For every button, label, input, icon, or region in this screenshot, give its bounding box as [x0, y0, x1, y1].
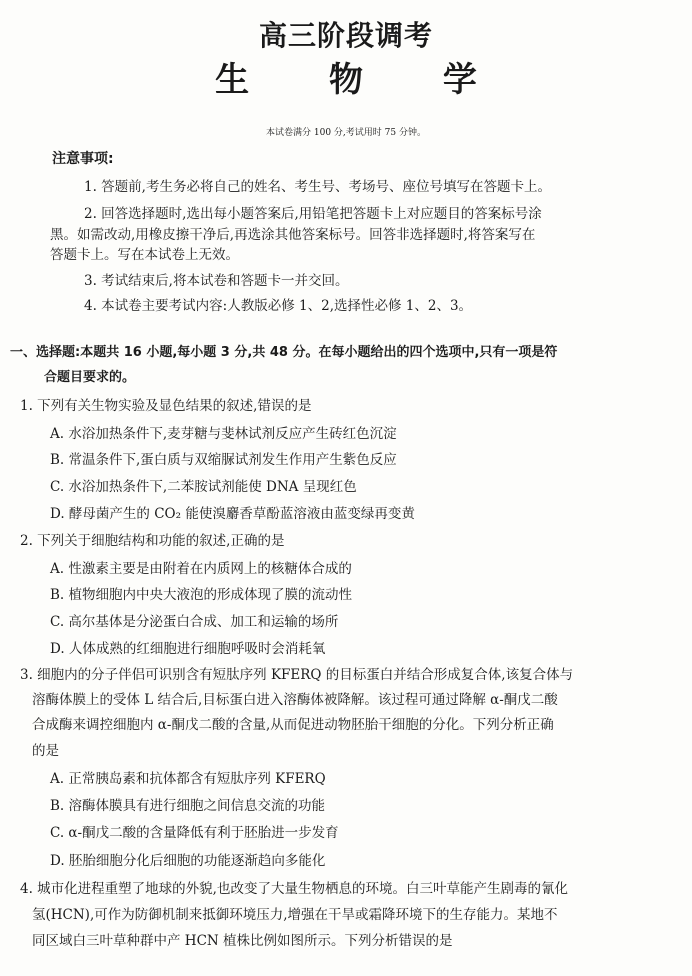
subject-title: 生 物 学 — [215, 60, 511, 100]
notice-line: 4. 本试卷主要考试内容:人教版必修 1、2,选择性必修 1、2、3。 — [84, 298, 473, 314]
question-stem: 溶酶体膜上的受体 L 结合后,目标蛋白进入溶酶体被降解。该过程可通过降解 α-酮戊二酸 — [32, 692, 558, 708]
section-heading: 一、选择题:本题共 16 小题,每小题 3 分,共 48 分。在每小题给出的四个选项中,只有一项是符 — [10, 345, 558, 360]
question-stem: 的是 — [32, 743, 59, 759]
notice-line: 1. 答题前,考生务必将自己的姓名、考生号、考场号、座位号填写在答题卡上。 — [84, 179, 551, 195]
option: C. 高尔基体是分泌蛋白合成、加工和运输的场所 — [50, 614, 339, 630]
notice-line: 黑。如需改动,用橡皮擦干净后,再选涂其他答案标号。回答非选择题时,将答案写在 — [50, 227, 536, 243]
option: D. 人体成熟的红细胞进行细胞呼吸时会消耗氧 — [50, 641, 326, 657]
option: B. 常温条件下,蛋白质与双缩脲试剂发生作用产生紫色反应 — [50, 452, 397, 468]
option: A. 性激素主要是由附着在内质网上的核糖体合成的 — [50, 561, 352, 577]
exam-title: 高三阶段调考 — [258, 19, 433, 52]
question-stem: 4. 城市化进程重塑了地球的外貌,也改变了大量生物栖息的环境。白三叶草能产生剧毒的氰化 — [20, 881, 568, 897]
option: D. 胚胎细胞分化后细胞的功能逐渐趋向多能化 — [50, 853, 326, 869]
notice-line: 答题卡上。写在本试卷上无效。 — [50, 247, 239, 263]
question-stem: 2. 下列关于细胞结构和功能的叙述,正确的是 — [20, 533, 285, 549]
option: B. 溶酶体膜具有进行细胞之间信息交流的功能 — [50, 798, 326, 814]
option: D. 酵母菌产生的 CO₂ 能使溴麝香草酚蓝溶液由蓝变绿再变黄 — [50, 506, 415, 522]
question-stem: 合成酶来调控细胞内 α-酮戊二酸的含量,从而促进动物胚胎干细胞的分化。下列分析正确 — [32, 717, 554, 733]
option: C. α-酮戊二酸的含量降低有利于胚胎进一步发育 — [50, 825, 339, 841]
section-heading: 合题目要求的。 — [44, 370, 136, 385]
exam-info: 本试卷满分 100 分,考试用时 75 分钟。 — [266, 128, 426, 138]
option: B. 植物细胞内中央大液泡的形成体现了膜的流动性 — [50, 587, 353, 603]
option: A. 正常胰岛素和抗体都含有短肽序列 KFERQ — [50, 771, 326, 787]
question-stem: 1. 下列有关生物实验及显色结果的叙述,错误的是 — [20, 398, 312, 414]
notice-line: 2. 回答选择题时,选出每小题答案后,用铅笔把答题卡上对应题目的答案标号涂 — [84, 206, 542, 222]
notice-heading: 注意事项: — [52, 151, 114, 167]
option: C. 水浴加热条件下,二苯胺试剂能使 DNA 呈现红色 — [50, 479, 357, 495]
notice-line: 3. 考试结束后,将本试卷和答题卡一并交回。 — [84, 273, 349, 289]
question-stem: 氢(HCN),可作为防御机制来抵御环境压力,增强在干旱或霜降环境下的生存能力。某地不 — [32, 907, 558, 923]
question-stem: 3. 细胞内的分子伴侣可识别含有短肽序列 KFERQ 的目标蛋白并结合形成复合体,该复合体与 — [20, 667, 574, 683]
option: A. 水浴加热条件下,麦芽糖与斐林试剂反应产生砖红色沉淀 — [50, 426, 397, 442]
question-stem: 同区域白三叶草种群中产 HCN 植株比例如图所示。下列分析错误的是 — [32, 933, 453, 949]
